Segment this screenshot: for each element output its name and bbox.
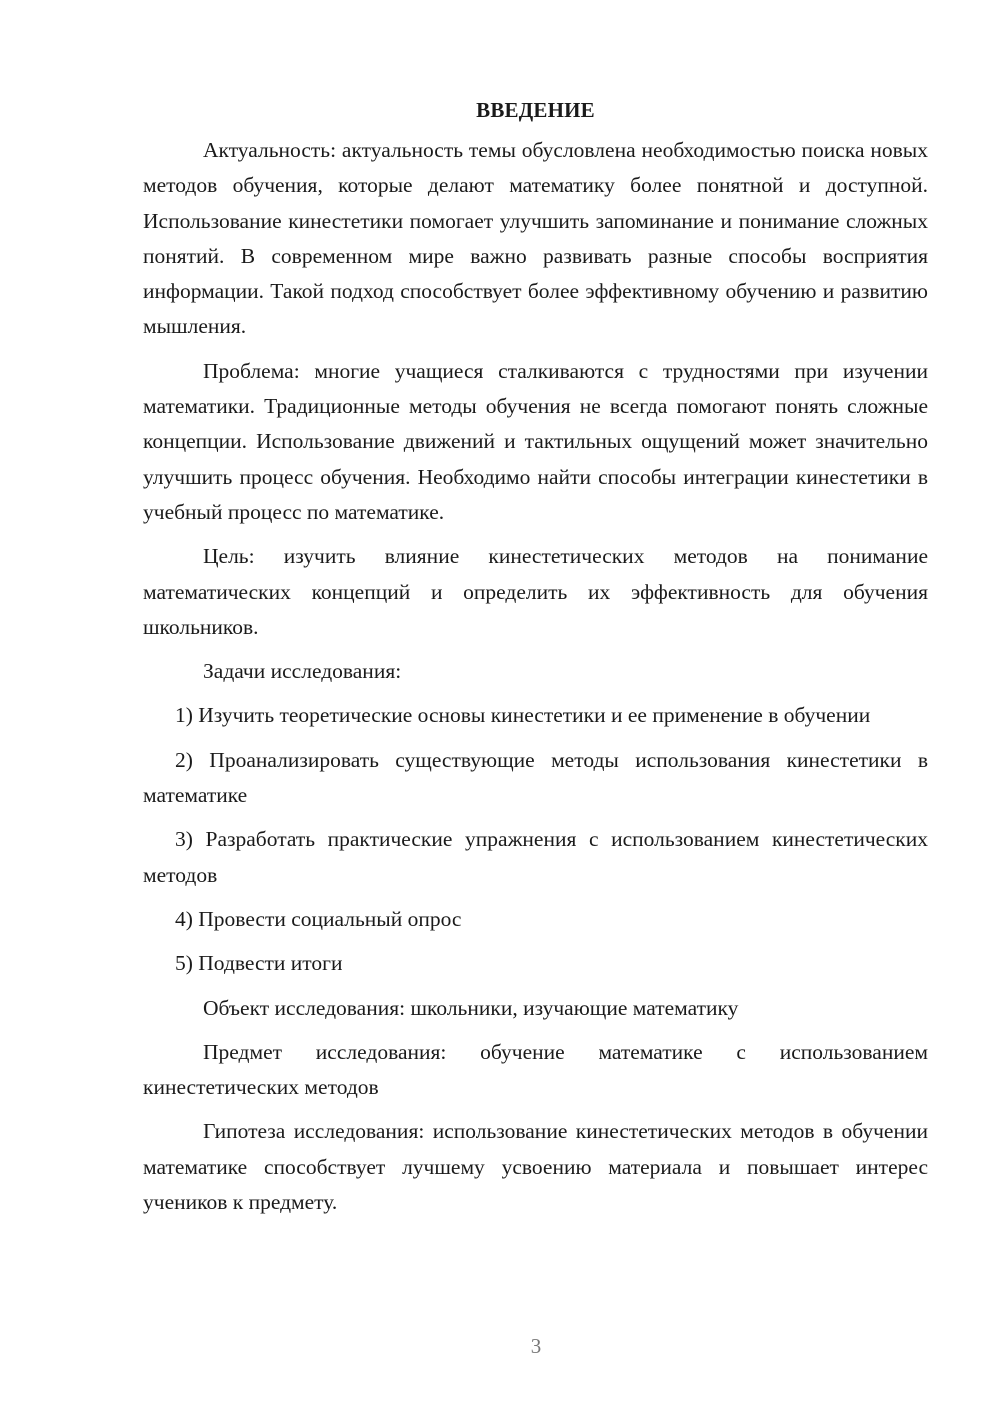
problem-paragraph: Проблема: многие учащиеся сталкиваются с трудностями при изучении математики. Традиционные методы обучения не всегда помогают понять сложные концепции. Использование движений и тактильных ощущений может значительно улучшить процесс обучения. Необходимо найти способы интеграции кинестетики в учебный процесс по математике. <box>143 358 928 524</box>
page-title: ВВЕДЕНИЕ <box>476 98 595 122</box>
document-page <box>143 96 928 1220</box>
page-number: 3 <box>530 1334 542 1358</box>
task-item-3: 3) Разработать практические упражнения с использованием кинестетических методов <box>143 827 928 887</box>
subject-paragraph: Предмет исследования: обучение математике с использованием кинестетических методов <box>143 1039 928 1100</box>
task-item-5: 5) Подвести итоги <box>175 951 343 976</box>
object-paragraph: Объект исследования: школьники, изучающие математику <box>203 995 739 1020</box>
task-item-4: 4) Провести социальный опрос <box>175 906 462 931</box>
task-item-2: 2) Проанализировать существующие методы использования кинестетики в математике <box>143 747 928 808</box>
task-item-1: 1) Изучить теоретические основы кинестетики и ее применение в обучении <box>175 703 871 728</box>
goal-paragraph: Цель: изучить влияние кинестетических методов на понимание математических концепций и определить их эффективность для обучения школьников. <box>143 544 928 639</box>
hypothesis-paragraph: Гипотеза исследования: использование кинестетических методов в обучении математике способствует лучшему усвоению материала и повышает интерес учеников к предмету. <box>143 1119 928 1215</box>
tasks-title: Задачи исследования: <box>203 659 402 684</box>
relevance-paragraph: Актуальность: актуальность темы обусловлена необходимостью поиска новых методов обучения, которые делают математику более понятной и доступной. Использование кинестетики помогает улучшить запоминание и понимание сложных понятий. В современном мире важно развивать разные способы восприятия информации. Такой подход способствует более эффективному обучению и развитию мышления. <box>143 138 928 339</box>
